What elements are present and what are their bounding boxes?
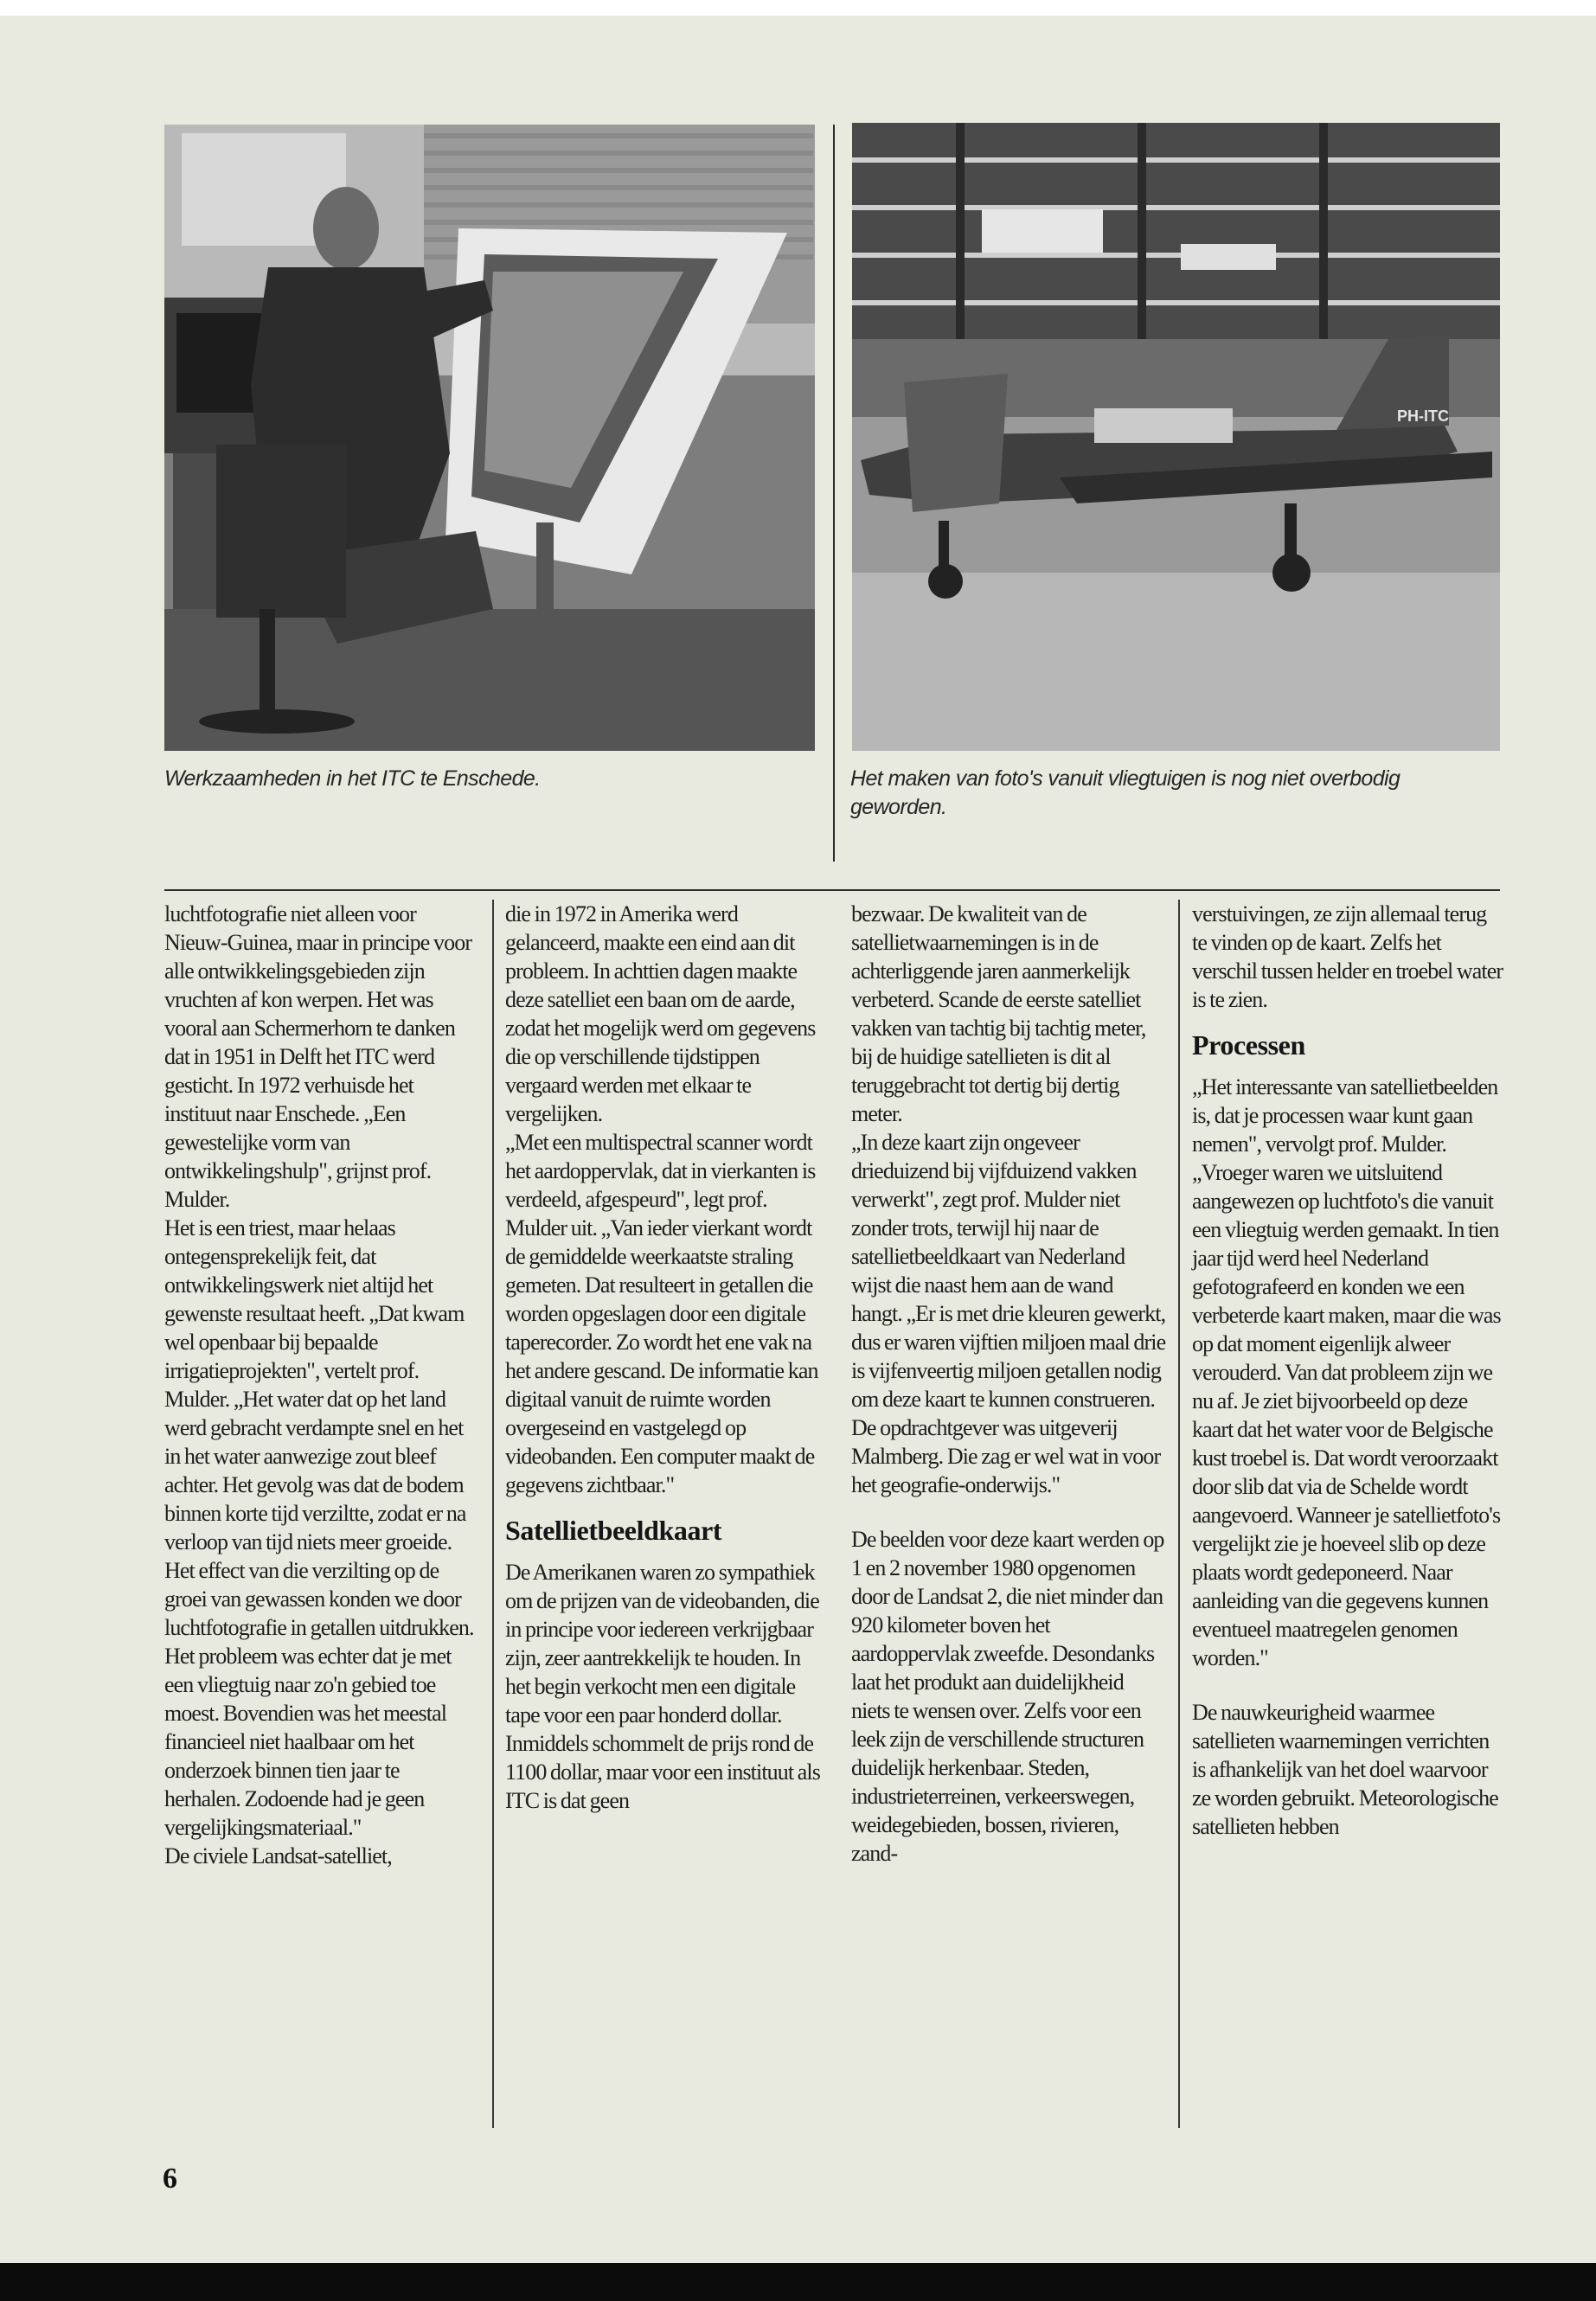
article-column-3 — [851, 900, 1166, 1868]
scan-bottom-margin — [0, 2263, 1596, 2301]
article-column-2 — [505, 900, 820, 1815]
paragraph: „Met een multispectral scanner wordt het aardoppervlak, dat in vierkanten is verdeeld, afgespeurd", legt prof. Mulder uit. „Van ieder vierkant wordt de gemiddelde weerkaatste straling gemeten. Dat resulteert in getallen die worden opgeslagen door een digitale taperecorder. Zo wordt het ene vak na het andere gescand. De informatie kan digitaal vanuit de ruimte worden overgeseind en vastgelegd op videobanden. Een computer maakt de gegevens zichtbaar." — [505, 1130, 818, 1497]
section-heading-satellietbeeldkaart: Satellietbeeldkaart — [505, 1515, 722, 1546]
photo-drafting-table — [164, 125, 815, 751]
paragraph: De Amerikanen waren zo sympathiek om de prijzen van de videobanden, die in principe voor iedereen verkrijgbaar zijn, zeer aantrekkelijk te houden. In het begin verkocht men een digitale tape voor een paar honderd dollar. Inmiddels schommelt de prijs rond de 1100 dollar, maar voor een instituut als ITC is dat geen — [505, 1560, 820, 1813]
paragraph-gap — [1192, 1672, 1503, 1698]
photo-column-divider — [833, 125, 835, 862]
paragraph: „In deze kaart zijn ongeveer drieduizend bij vijfduizend vakken verwerkt", zegt prof. Mulder niet zonder trots, terwijl hij naar de satellietbeeldkaart van Nederland wijst die naast hem aan de wand hangt. „Er is met drie kleuren gewerkt, dus er waren vijftien miljoen maal drie is vijfenveertig miljoen getallen nodig om deze kaart te kunnen construeren. De opdrachtgever was uitgeverij Malmberg. Die zag er wel wat in voor het geografie-onderwijs." — [851, 1130, 1166, 1497]
paragraph: „Het interessante van satellietbeelden is, dat je processen waar kunt gaan nemen", vervolgt prof. Mulder. „Vroeger waren we uitsluitend aangewezen op luchtfoto's die vanuit een vliegtuig werden gemaakt. In tien jaar tijd werd heel Nederland gefotografeerd en konden we een verbeterde kaart maken, maar die was op dat moment eigenlijk alweer verouderd. Van dat probleem zijn we nu af. Je ziet bijvoorbeeld op deze kaart dat het water voor de Belgische kust troebel is. Dat wordt veroorzaakt door slib dat via de Schelde wordt aangevoerd. Wanneer je satellietfoto's vergelijkt zie je hoeveel slib op deze plaats wordt gedeponeerd. Naar aanleiding van die gegevens kunnen eventueel maatregelen genomen worden." — [1192, 1074, 1501, 1670]
aircraft-registration: PH-ITC — [1397, 407, 1449, 425]
photo-aircraft-hangar-image — [852, 123, 1500, 751]
scan-top-margin — [0, 0, 1596, 16]
column-divider — [492, 900, 494, 2128]
caption-drafting-table: Werkzaamheden in het ITC te Enschede. — [164, 766, 541, 791]
section-heading-processen: Processen — [1192, 1029, 1305, 1061]
paragraph-gap — [851, 1499, 1166, 1525]
paragraph: De nauwkeurigheid waarmee satellieten waarnemingen verrichten is afhankelijk van het doel waarvoor ze worden gebruikt. Meteorologische satellieten hebben — [1192, 1700, 1498, 1839]
photo-aircraft-hangar — [852, 123, 1500, 751]
paragraph: die in 1972 in Amerika werd gelanceerd, maakte een eind aan dit probleem. In achttien dagen maakte deze satelliet een baan om de aarde, zodat het mogelijk werd om gegevens die op verschillende tijdstippen vergaard werden met elkaar te vergelijken. — [505, 901, 816, 1126]
paragraph: verstuivingen, ze zijn allemaal terug te vinden op de kaart. Zelfs het verschil tussen helder en troebel water is te zien. — [1192, 901, 1503, 1012]
article-column-4 — [1192, 900, 1503, 1841]
page-number: 6 — [163, 2163, 177, 2195]
paragraph: luchtfotografie niet alleen voor Nieuw-Guinea, maar in principe voor alle ontwikkelingsgebieden zijn vruchten af kon werpen. Het was vooral aan Schermerhorn te danken dat in 1951 in Delft het ITC werd gesticht. In 1972 verhuisde het instituut naar Enschede. „Een gewestelijke vorm van ontwikkelingshulp", grijnst prof. Mulder. — [164, 901, 472, 1212]
paragraph: bezwaar. De kwaliteit van de satellietwaarnemingen is in de achterliggende jaren aanmerkelijk verbeterd. Scande de eerste satelliet vakken van tachtig bij tachtig meter, bij de huidige satellieten is dit al teruggebracht tot dertig bij dertig meter. — [851, 901, 1146, 1126]
paragraph: De beelden voor deze kaart werden op 1 en 2 november 1980 opgenomen door de Landsat 2, die niet minder dan 920 kilometer boven het aardoppervlak zweefde. Desondanks laat het produkt aan duidelijkheid niets te wensen over. Zelfs voor een leek zijn de verschillende structuren duidelijk herkenbaar. Steden, industrieterreinen, verkeerswegen, weidegebieden, bossen, rivieren, zand- — [851, 1527, 1164, 1866]
article-column-1 — [164, 900, 479, 1870]
caption-aircraft: Het maken van foto's vanuit vliegtuigen is nog niet overbodig geworden. — [850, 766, 1401, 819]
column-divider — [1178, 900, 1180, 2128]
photo-drafting-table-image — [164, 125, 815, 751]
horizontal-rule — [164, 889, 1500, 891]
paragraph: Het is een triest, maar helaas ontegensprekelijk feit, dat ontwikkelingswerk niet altijd het gewenste resultaat heeft. „Dat kwam wel openbaar bij bepaalde irrigatieprojekten", vertelt prof. Mulder. „Het water dat op het land werd gebracht verdampte snel en het in het water aanwezige zout bleef achter. Het gevolg was dat de bodem binnen korte tijd verziltte, zodat er na verloop van tijd niets meer groeide. Het effect van die verzilting op de groei van gewassen konden we door luchtfotografie in getallen uitdrukken. Het probleem was echter dat je met een vliegtuig naar zo'n gebied toe moest. Bovendien was het meestal financieel niet haalbaar om het onderzoek binnen tien jaar te herhalen. Zodoende had je geen vergelijkingsmateriaal." — [164, 1215, 474, 1840]
paragraph: De civiele Landsat-satelliet, — [164, 1843, 392, 1868]
